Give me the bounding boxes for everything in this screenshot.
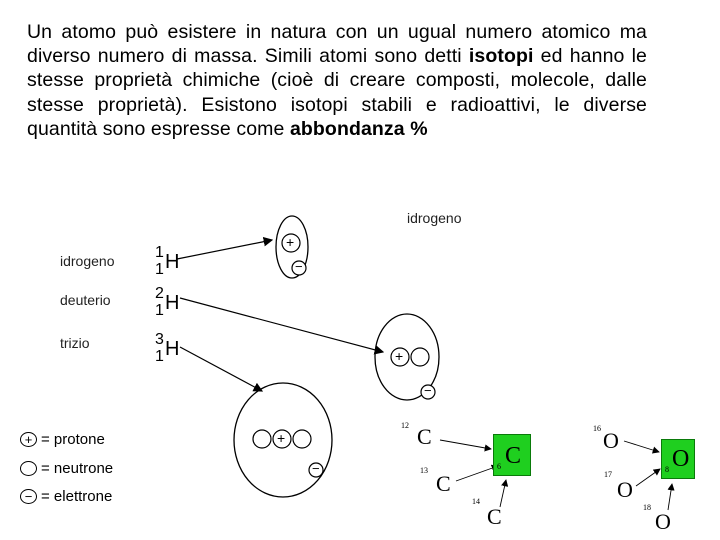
intro-text-2: ed hanno le stesse proprietà chimiche (cioè di creare composti, molecole, dalle stesse proprietà). Esistono isotopi stabili e radioattivi, le diverse quantità sono espresse come: [27, 45, 648, 140]
deuterium-neutron: [411, 348, 429, 366]
label-trizio: trizio: [60, 335, 90, 351]
arrow-idrogeno: [177, 240, 272, 259]
deuterium-electron-sign: −: [424, 383, 432, 398]
arrow-o17: [636, 469, 660, 486]
arrow-deuterio: [180, 298, 383, 352]
neutron-symbol-icon: [20, 461, 37, 476]
o18-symbol: O: [655, 509, 671, 534]
isotope-h1-number: 1: [155, 261, 164, 278]
isotope-h2-number: 1: [155, 302, 164, 319]
isotope-h2-symbol: H: [165, 292, 180, 314]
legend-elettrone-text: = elettrone: [41, 488, 113, 505]
tritium-proton-sign: +: [277, 430, 286, 446]
electron-symbol-icon: −: [20, 489, 37, 504]
proton-symbol-icon: +: [20, 432, 37, 447]
oxygen-box-symbol: O: [672, 446, 690, 472]
c12-symbol: C: [417, 424, 432, 449]
arrow-c14: [500, 480, 506, 507]
tritium-neutron-2: [293, 430, 311, 448]
c14-symbol: C: [487, 504, 502, 529]
hydrogen-electron-sign: −: [295, 259, 303, 274]
tritium-neutron-1: [253, 430, 271, 448]
diagram-title: idrogeno: [407, 210, 462, 226]
oxygen-element-box: [661, 439, 695, 479]
o17-mass: 17: [604, 470, 612, 479]
c14-mass: 14: [472, 497, 480, 506]
isotope-h1-symbol: H: [165, 251, 180, 273]
arrow-trizio: [180, 347, 262, 391]
isotope-h3: [155, 331, 185, 367]
isotope-h1-mass: 1: [155, 244, 164, 261]
isotope-h2: [155, 285, 185, 321]
legend-protone-text: = protone: [41, 431, 105, 448]
hydrogen-proton-sign: +: [286, 234, 295, 250]
isotope-h2-mass: 2: [155, 285, 164, 302]
intro-text-1: Un atomo può esistere in natura con un ugual numero atomico ma diverso numero di massa. Simili atomi sono detti: [27, 21, 647, 68]
isotopi-term: isotopi: [468, 45, 534, 68]
c12-mass: 12: [401, 421, 409, 430]
c13-symbol: C: [436, 471, 451, 496]
carbon-box-symbol: C: [505, 443, 522, 469]
o17-symbol: O: [617, 477, 633, 502]
label-idrogeno: idrogeno: [60, 253, 115, 269]
o16-symbol: O: [603, 428, 619, 453]
arrow-o16: [624, 441, 659, 452]
isotope-h3-mass: 3: [155, 331, 164, 348]
legend-protone: [20, 431, 105, 448]
legend-neutrone-text: = neutrone: [41, 460, 114, 477]
arrow-c13: [456, 466, 498, 481]
deuterium-proton-sign: +: [395, 348, 404, 364]
isotope-h3-symbol: H: [165, 338, 180, 360]
legend-elettrone: [20, 488, 112, 505]
arrow-o18: [668, 484, 672, 510]
o18-mass: 18: [643, 503, 651, 512]
tritium-electron-sign: −: [312, 461, 320, 476]
oxygen-atomic-number: 8: [665, 465, 669, 474]
abbondanza-term: abbondanza %: [289, 117, 428, 140]
o16-mass: 16: [593, 424, 601, 433]
arrow-c12: [440, 440, 491, 449]
c13-mass: 13: [420, 466, 428, 475]
isotope-h1: [155, 244, 185, 280]
isotope-h3-number: 1: [155, 348, 164, 365]
carbon-atomic-number: 6: [497, 462, 501, 471]
legend-neutrone: [20, 460, 113, 477]
label-deuterio: deuterio: [60, 292, 111, 308]
carbon-element-box: [493, 434, 531, 476]
